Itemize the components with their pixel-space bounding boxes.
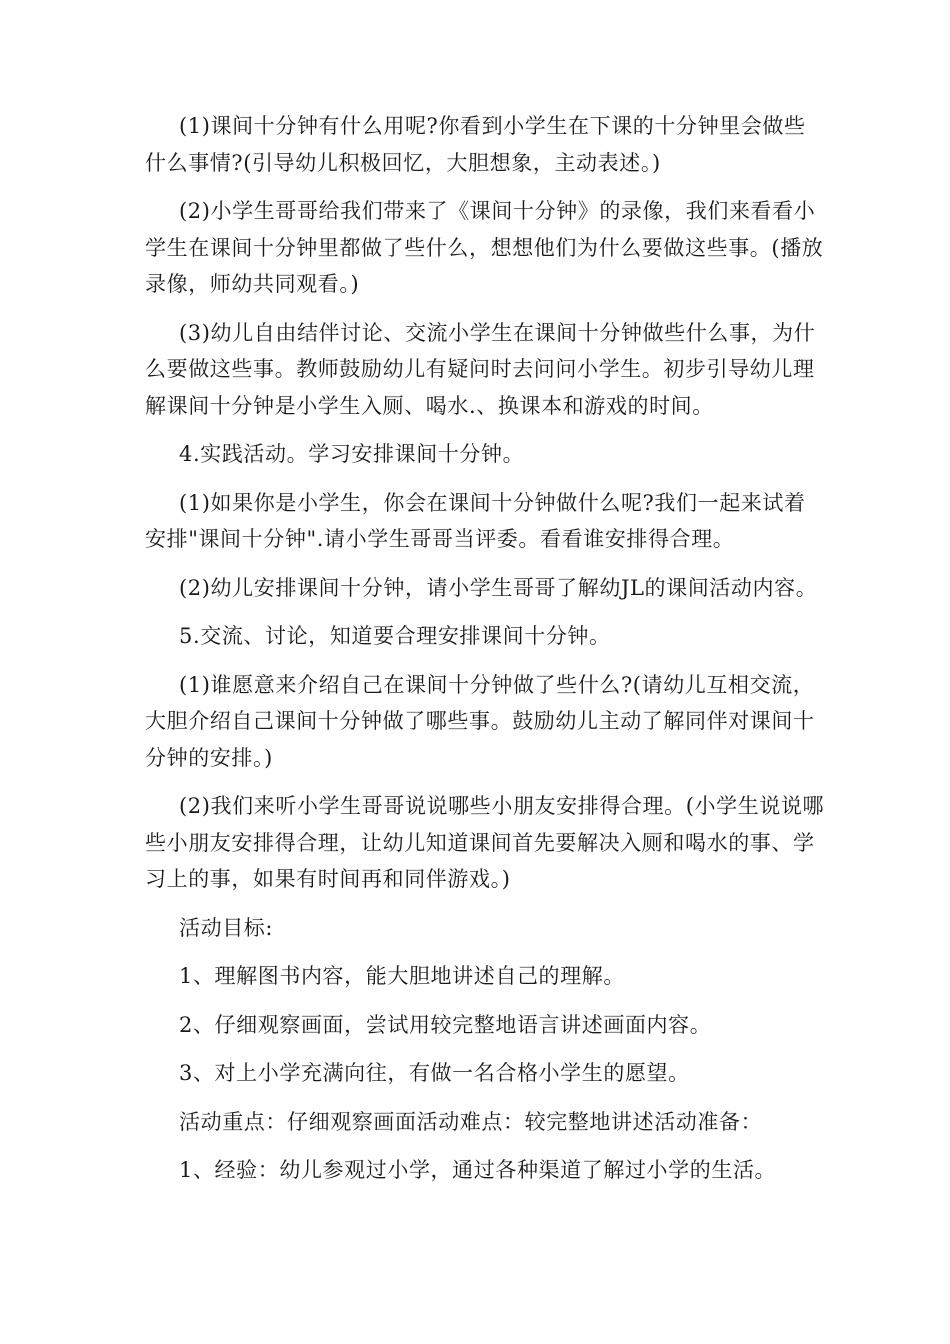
paragraph-3: (3)幼儿自由结伴讨论、交流小学生在课间十分钟做些什么事，为什么要做这些事。教师鼓励幼儿有疑问时去问问小学生。初步引导幼儿理解课间十分钟是小学生入厕、喝水.、换课本和游戏的时间。 (145, 320, 816, 418)
paragraph-7: 5.交流、讨论，知道要合理安排课间十分钟。 (179, 624, 611, 648)
paragraph-5: (1)如果你是小学生，你会在课间十分钟做什么呢?我们一起来试着安排"课间十分钟".请小学生哥哥当评委。看看谁安排得合理。 (145, 490, 806, 551)
paragraph-14: 活动重点：仔细观察画面活动难点：较完整地讲述活动准备： (179, 1109, 763, 1134)
paragraph-4: 4.实践活动。学习安排课间十分钟。 (179, 442, 525, 466)
paragraph-10: 活动目标: (179, 915, 274, 940)
paragraph-1: (1)课间十分钟有什么用呢?你看到小学生在下课的十分钟里会做些什么事情?(引导幼儿积极回忆，大胆想象，主动表述。) (145, 114, 806, 175)
paragraph-2: (2)小学生哥哥给我们带来了《课间十分钟》的录像，我们来看看小学生在课间十分钟里都做了些什么，想想他们为什么要做这些事。(播放录像，师幼共同观看。) (145, 199, 824, 296)
paragraph-8: (1)谁愿意来介绍自己在课间十分钟做了些什么?(请幼儿互相交流，大胆介绍自己课间十分钟做了哪些事。鼓励幼儿主动了解同伴对课间十分钟的安排。) (145, 672, 815, 770)
paragraph-6: (2)幼儿安排课间十分钟，请小学生哥哥了解幼JL的课间活动内容。 (179, 575, 818, 600)
paragraph-11: 1、理解图书内容，能大胆地讲述自己的理解。 (179, 964, 625, 988)
paragraph-9: (2)我们来听小学生哥哥说说哪些小朋友安排得合理。(小学生说说哪些小朋友安排得合理，让幼儿知道课间首先要解决入厕和喝水的事、学习上的事，如果有时间再和同伴游戏。) (145, 794, 825, 891)
paragraph-15: 1、经验：幼儿参观过小学，通过各种渠道了解过小学的生活。 (179, 1158, 777, 1182)
paragraph-12: 2、仔细观察画面，尝试用较完整地语言讲述画面内容。 (179, 1012, 712, 1037)
paragraph-13: 3、对上小学充满向往，有做一名合格小学生的愿望。 (179, 1061, 690, 1085)
document-body (145, 108, 825, 1201)
